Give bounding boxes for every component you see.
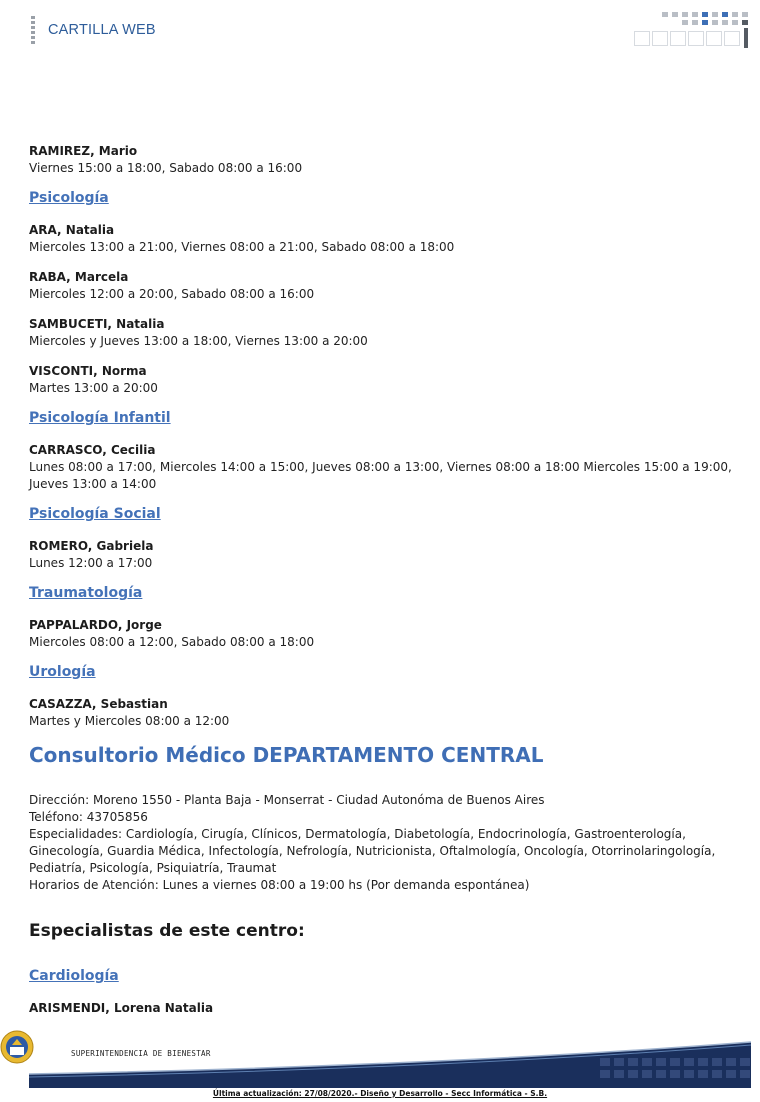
footer-wave-band [0,1030,760,1090]
center-info [29,792,747,894]
directory-content [29,143,747,1030]
specialty-heading [29,968,747,985]
doctor-name: CARRASCO, Cecilia [29,443,156,457]
doctor-entry [29,222,747,256]
doctor-name: ARISMENDI, Lorena Natalia [29,1001,214,1015]
page-header [0,0,760,60]
center-phone: Teléfono: 43705856 [29,810,148,824]
doctor-entry [29,1000,747,1017]
institution-seal-icon [0,1030,34,1064]
doctor-hours: Miercoles 08:00 a 12:00, Sabado 08:00 a 18:00 [29,635,315,649]
specialty-link-traumatologia[interactable]: Traumatología [29,585,143,601]
header-accent-bar [31,16,35,46]
specialty-link-psicologia-infantil[interactable]: Psicología Infantil [29,410,171,426]
specialty-heading [29,506,747,523]
doctor-entry [29,363,747,397]
doctor-entry [29,442,747,493]
footer-note [0,1089,760,1098]
footer-org-name: SUPERINTENDENCIA DE BIENESTAR [71,1049,211,1058]
doctor-entry [29,696,747,730]
center-specialties: Especialidades: Cardiología, Cirugía, Clínicos, Dermatología, Diabetología, Endocrinología, Gastroenterología, Ginecología, Guardia Médica, Infectología, Nefrología, Nutricionista, Oftalmología, Oncología, Otorrinolaringología, Pediatría, Psicología, Psiquiatría, Traumat [29,827,716,875]
doctor-hours: Miercoles 13:00 a 21:00, Viernes 08:00 a 21:00, Sabado 08:00 a 18:00 [29,240,455,254]
footer-note-text: Última actualización: 27/08/2020.- Diseño y Desarrollo - Secc Informática - S.B. [212,1089,548,1098]
specialty-heading [29,664,747,681]
specialty-heading [29,190,747,207]
center-address: Dirección: Moreno 1550 - Planta Baja - Monserrat - Ciudad Autonóma de Buenos Aires [29,793,545,807]
specialty-link-psicologia[interactable]: Psicología [29,190,109,206]
doctor-name: ARA, Natalia [29,223,115,237]
doctor-entry [29,617,747,651]
specialty-heading [29,585,747,602]
doctor-name: SAMBUCETI, Natalia [29,317,165,331]
doctor-name: RABA, Marcela [29,270,129,284]
doctor-hours: Martes y Miercoles 08:00 a 12:00 [29,714,230,728]
doctor-hours: Martes 13:00 a 20:00 [29,381,158,395]
doctor-entry [29,143,747,177]
specialty-link-cardiologia[interactable]: Cardiología [29,968,119,984]
page-footer [0,1030,760,1102]
doctor-hours: Miercoles y Jueves 13:00 a 18:00, Viernes 13:00 a 20:00 [29,334,368,348]
specialty-link-urologia[interactable]: Urología [29,664,96,680]
center-title: Consultorio Médico DEPARTAMENTO CENTRAL [29,743,544,767]
doctor-entry [29,538,747,572]
header-grid-decoration [632,12,752,48]
doctor-hours: Lunes 08:00 a 17:00, Miercoles 14:00 a 15:00, Jueves 08:00 a 13:00, Viernes 08:00 a 18:00 Miercoles 15:00 a 19:00, Jueves 13:00 a 14:00 [29,460,732,491]
doctor-name: ROMERO, Gabriela [29,539,154,553]
specialty-heading [29,410,747,427]
doctor-hours: Miercoles 12:00 a 20:00, Sabado 08:00 a 16:00 [29,287,315,301]
center-hours: Horarios de Atención: Lunes a viernes 08:00 a 19:00 hs (Por demanda espontánea) [29,878,530,892]
doctor-name: CASAZZA, Sebastian [29,697,168,711]
specialists-heading: Especialistas de este centro: [29,921,305,941]
doctor-hours: Viernes 15:00 a 18:00, Sabado 08:00 a 16:00 [29,161,303,175]
doctor-entry [29,316,747,350]
doctor-name: RAMIREZ, Mario [29,144,138,158]
specialty-link-psicologia-social[interactable]: Psicología Social [29,506,161,522]
doctor-name: VISCONTI, Norma [29,364,147,378]
doctor-entry [29,269,747,303]
doctor-hours: Lunes 12:00 a 17:00 [29,556,153,570]
doctor-name: PAPPALARDO, Jorge [29,618,162,632]
header-title: CARTILLA WEB [48,22,156,38]
